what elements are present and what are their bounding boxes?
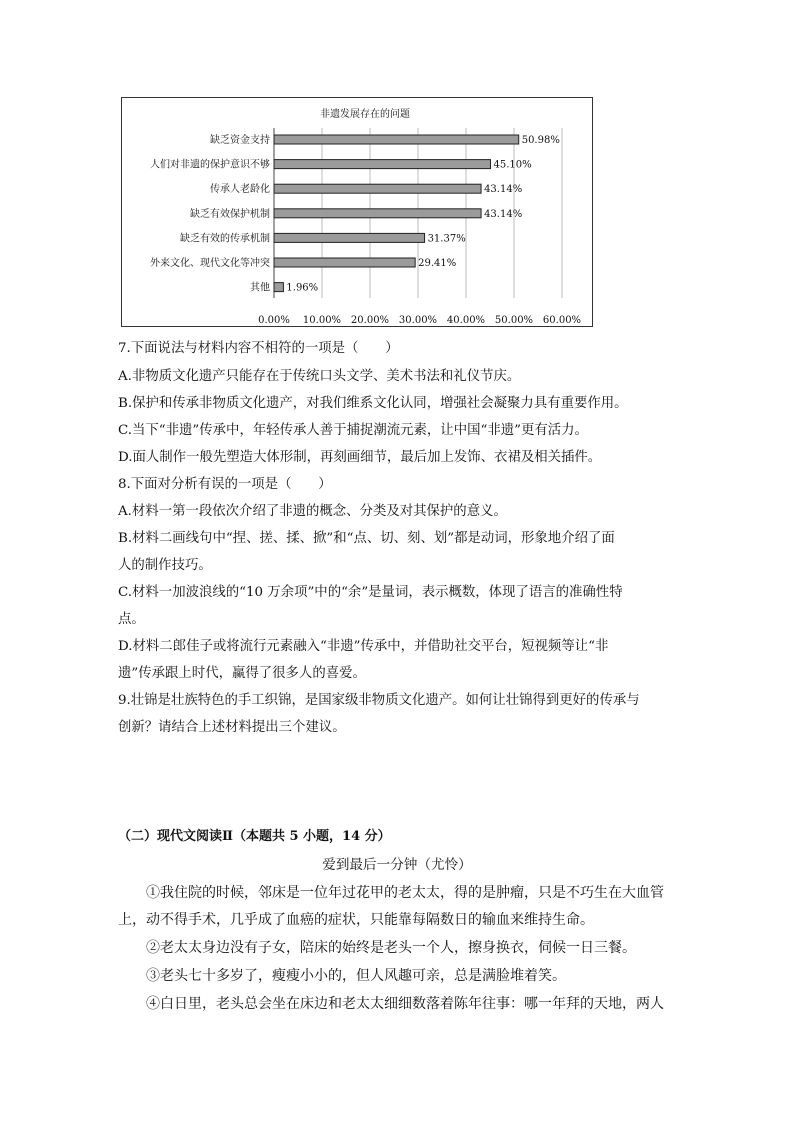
data-label: 43.14% xyxy=(484,184,523,196)
q8-option-d-line1: D.材料二郎佳子或将流行元素融入“非遗”传承中，并借助社交平台，短视频等让“非 xyxy=(118,639,609,654)
x-tick-label: 50.00% xyxy=(494,315,534,326)
q8-option-b-line1: B.材料二画线句中“捏、搓、揉、掀”和“点、切、刻、划”都是动词，形象地介绍了面 xyxy=(118,531,615,546)
q7-stem: 7.下面说法与材料内容不相符的一项是（ ） xyxy=(118,341,399,356)
x-tick-label: 40.00% xyxy=(446,315,486,326)
bar xyxy=(274,184,481,193)
bar-chart xyxy=(121,97,593,327)
data-label: 31.37% xyxy=(427,233,466,245)
category-label: 外来文化、现代文化等冲突 xyxy=(150,258,270,269)
q8-option-a: A.材料一第一段依次介绍了非遗的概念、分类及对其保护的意义。 xyxy=(118,504,507,519)
q9-line2: 创新？请结合上述材料提出三个建议。 xyxy=(118,720,346,735)
chart-bars xyxy=(274,135,519,292)
bar xyxy=(274,209,481,218)
category-label: 缺乏有效保护机制 xyxy=(190,208,270,220)
x-tick-label: 10.00% xyxy=(302,315,342,326)
chart-x-ticks xyxy=(258,315,581,326)
bar xyxy=(274,283,283,292)
category-label: 缺乏资金支持 xyxy=(210,135,270,146)
paragraph-4-line1: ④白日里，老头总会坐在床边和老太太细细数落着陈年往事：哪一年拜的天地，两人 xyxy=(146,996,664,1012)
category-label: 人们对非遗的保护意识不够 xyxy=(150,159,270,171)
data-label: 29.41% xyxy=(418,258,457,269)
x-tick-label: 0.00% xyxy=(258,315,290,326)
bar xyxy=(274,160,490,169)
bar xyxy=(274,135,519,144)
q8-option-c-line2: 点。 xyxy=(118,612,145,627)
data-label: 43.14% xyxy=(484,208,523,220)
chart-canvas xyxy=(122,98,592,326)
q9-line1: 9.壮锦是壮族特色的手工织锦，是国家级非物质文化遗产。如何让壮锦得到更好的传承与 xyxy=(118,693,640,708)
data-label: 1.96% xyxy=(286,282,319,294)
chart-title: 非遗发展存在的问题 xyxy=(320,109,410,120)
x-tick-label: 60.00% xyxy=(542,315,582,326)
paragraph-1-line2: 上，动不得手术，几乎成了血癌的症状，只能靠每隔数日的输血来维持生命。 xyxy=(118,912,594,928)
category-label: 其他 xyxy=(250,282,270,294)
article-title: 爱到最后一分钟（尤怜） xyxy=(322,857,472,873)
q7-option-c: C.当下“非遗”传承中，年轻传承人善于捕捉潮流元素，让中国“非遗”更有活力。 xyxy=(118,423,588,438)
section-title: （二）现代文阅读Ⅱ（本题共 5 小题，14 分） xyxy=(118,829,391,844)
data-label: 50.98% xyxy=(521,135,560,146)
x-tick-label: 30.00% xyxy=(398,315,438,326)
category-label: 缺乏有效的传承机制 xyxy=(180,233,270,245)
paragraph-2: ②老太太身边没有子女，陪床的始终是老头一个人，擦身换衣，伺候一日三餐。 xyxy=(146,940,636,956)
q7-option-d: D.面人制作一般先塑造大体形制，再刻画细节，最后加上发饰、衣裙及相关插件。 xyxy=(118,450,602,465)
category-label: 传承人老龄化 xyxy=(210,184,270,196)
x-tick-label: 20.00% xyxy=(350,315,390,326)
q8-option-c-line1: C.材料一加波浪线的“10 万余项”中的“余”是量词，表示概数，体现了语言的准确性特 xyxy=(118,585,623,600)
bar xyxy=(274,258,415,267)
q8-stem: 8.下面对分析有误的一项是（ ） xyxy=(118,477,332,492)
q8-option-b-line2: 人的制作技巧。 xyxy=(118,558,212,573)
q8-option-d-line2: 遗”传承跟上时代，赢得了很多人的喜爱。 xyxy=(118,666,366,681)
q7-option-a: A.非物质文化遗产只能存在于传统口头文学、美术书法和礼仪节庆。 xyxy=(118,369,521,384)
bar xyxy=(274,233,425,242)
paragraph-3: ③老头七十多岁了，瘦瘦小小的，但人风趣可亲，总是满脸堆着笑。 xyxy=(146,968,566,984)
paragraph-1-line1: ①我住院的时候，邻床是一位年过花甲的老太太，得的是肿瘤，只是不巧生在大血管 xyxy=(146,885,664,901)
q7-option-b: B.保护和传承非物质文化遗产，对我们维系文化认同，增强社会凝聚力具有重要作用。 xyxy=(118,396,628,411)
data-label: 45.10% xyxy=(493,159,532,171)
